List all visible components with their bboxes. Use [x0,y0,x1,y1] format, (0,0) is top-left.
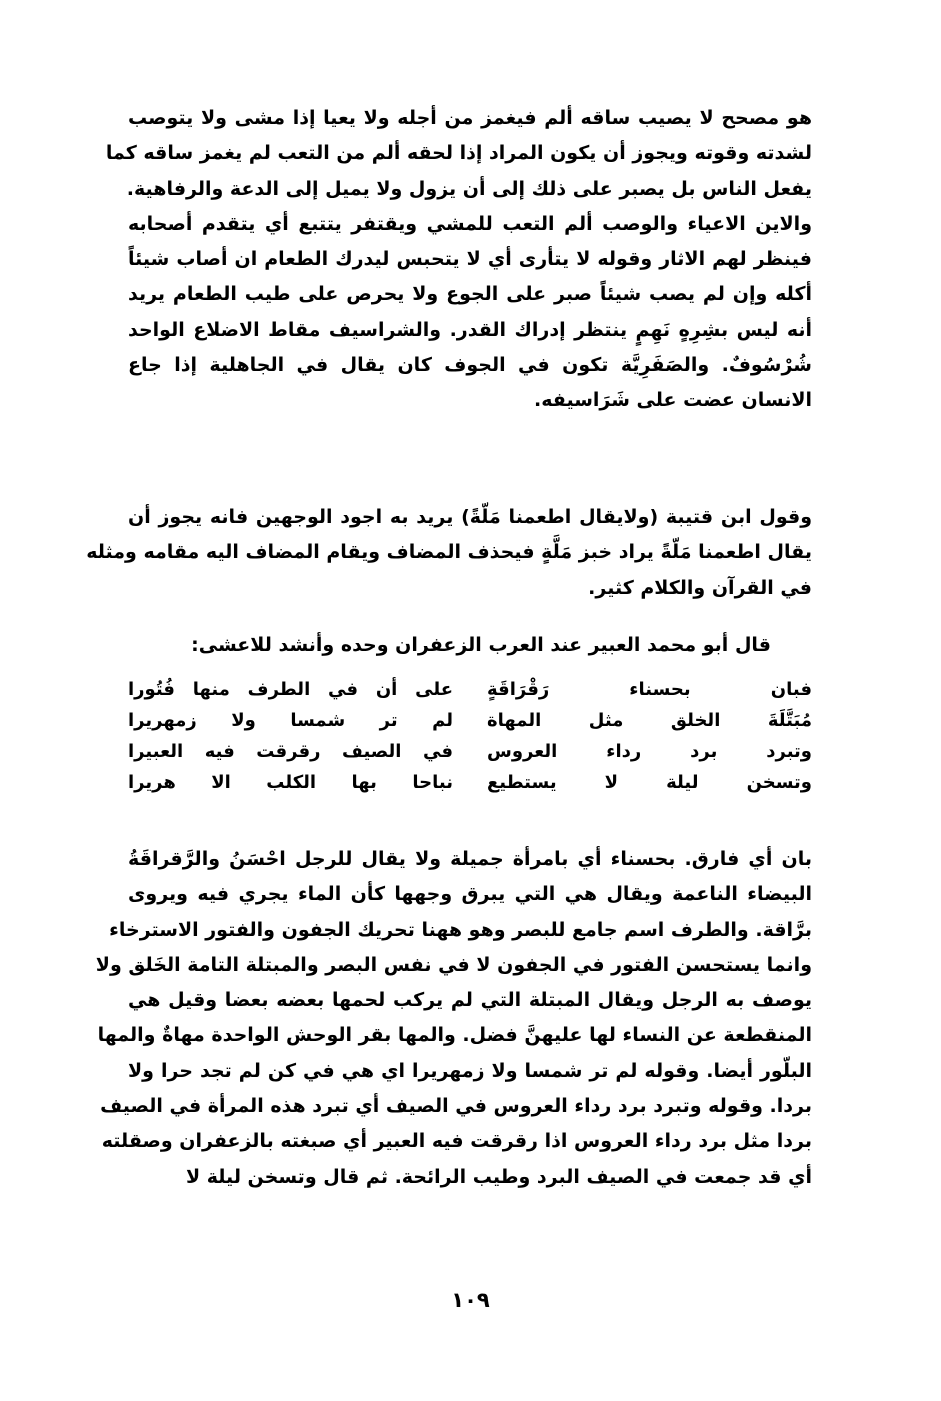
text-line: برَّاقة. والطرف اسم جامع للبصر وهو ههنا تحريك الجفون والفتور الاسترخاء [109,918,812,941]
text-line: والاين الاعياء والوصب ألم التعب للمشي ويقتفر يتتبع أي يتقدم أصحابه [128,212,812,235]
poem-hemistich-first: وتسخن ليلة لا يستطيع [487,772,812,793]
poem-hemistich-first: وتبرد برد رداء العروس [487,741,812,762]
paragraph-3 [95,842,812,1195]
poem-intro: قال أبو محمد العبير عند العرب الزعفران وحده وأنشد للاعشى: [191,634,771,656]
poem-hemistich-second: على أن في الطرف منها فُتُورا [128,679,453,700]
text-line: المنقطعة عن النساء لها عليهنَّ فضل. والمها بقر الوحش الواحدة مهاةٌ والمها [97,1024,812,1047]
text-line: في القرآن والكلام كثير. [588,576,812,599]
text-line: لشدته وقوته ويجوز أن يكون المراد إذا لحقه ألم من التعب لم يغمز ساقه كما [105,142,812,165]
poem-verse [128,736,812,767]
text-line: بان أي فارق. بحسناء أي بامرأة جميلة ولا يقال للرجل احْسَنُ والرَّقراقَةُ [128,848,812,870]
text-line: بردا. وقوله وتبرد برد رداء العروس في الصيف أي تبرد هذه المرأة في الصيف [100,1095,812,1118]
poem [128,674,812,798]
paragraph-1 [105,101,812,419]
poem-hemistich-second: لم تر شمسا ولا زمهريرا [128,710,453,731]
text-line: الانسان عضت على شَرَاسيفه. [534,389,812,412]
poem-verse [128,705,812,736]
text-line: هو مصحح لا يصيب ساقه ألم فيغمز من أجله ولا يعيا إذا مشى ولا يتوصب [128,107,812,129]
poem-hemistich-second: نباحا بها الكلب الا هريرا [128,772,453,793]
poem-hemistich-first: مُبَتَّلَةَ الخلق مثل المهاة [487,710,812,731]
poem-verse [128,767,812,798]
text-line: أي قد جمعت في الصيف البرد وطيب الرائحة. ثم قال وتسخن ليلة لا [186,1165,812,1188]
text-line: وانما يستحسن الفتور في الجفون لا في نفس البصر والمبتلة التامة الخَلق ولا [95,953,812,976]
poem-hemistich-first: فبان بحسناء رَقْرَاقَةٍ [487,679,812,700]
text-line: يفعل الناس بل يصبر على ذلك إلى أن يزول ولا يميل إلى الدعة والرفاهية. [126,177,812,200]
text-line: فينظر لهم الاثار وقوله لا يتأرى أي لا يتحبس ليدرك الطعام ان أصاب شيئاً [128,248,812,271]
text-line: وقول ابن قتيبة (ولايقال اطعمنا مَلّةً) يريد به اجود الوجهين فانه يجوز أن [128,506,812,528]
poem-verse [128,674,812,705]
text-line: يوصف به الرجل ويقال المبتلة التي لم يركب لحمها بعضه بعضا وقيل هي [128,989,812,1012]
paragraph-2 [86,500,812,606]
text-line: أنه ليس بشِرِهٍ نَهِمٍ ينتظر إدراك القدر. والشراسيف مقاط الاضلاع الواحد [128,318,812,341]
page-number: ١٠٩ [451,1288,490,1312]
poem-hemistich-second: في الصيف رقرقت فيه العبيرا [128,741,453,762]
text-line: البيضاء الناعمة ويقال هي التي يبرق وجهها كأن الماء يجري فيه ويروى [128,883,812,906]
text-line: شُرْسُوفٌ. والصَفَرِيَّة تكون في الجوف كان يقال في الجاهلية إذا جاع [128,354,812,377]
text-line: يقال اطعمنا مَلّةً يراد خبز مَلَّةٍ فيحذف المضاف ويقام المضاف اليه مقامه ومثله [86,541,812,564]
text-line: أكله وإن لم يصب شيئاً صبر على الجوع ولا يحرص على طيب الطعام يريد [128,283,812,306]
text-line: بردا مثل برد رداء العروس اذا رقرقت فيه العبير أي صبغته بالزعفران وصقلته [101,1130,812,1153]
text-line: البلّور أيضا. وقوله لم تر شمسا ولا زمهريرا اي هي في كن لم تجد حرا ولا [128,1059,812,1082]
